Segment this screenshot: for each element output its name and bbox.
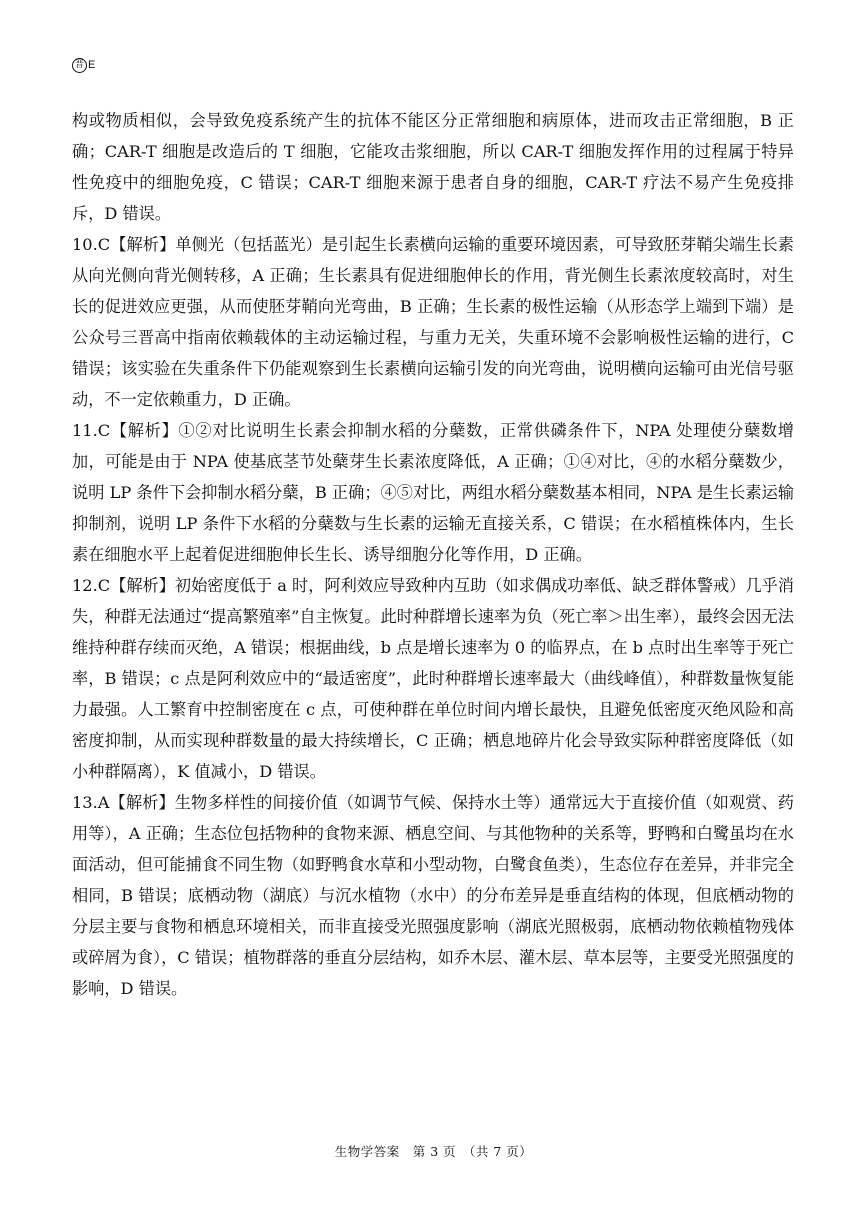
logo-letter: E: [88, 59, 96, 71]
publisher-logo: [72, 58, 95, 73]
answer-paragraph-q10: 10.C【解析】单侧光（包括蓝光）是引起生长素横向运输的重要环境因素，可导致胚芽鞘尖端生长素从向光侧向背光侧转移，A 正确；生长素具有促进细胞伸长的作用，背光侧生长素浓度较高时，对生长的促进效应更强，从而使胚芽鞘向光弯曲，B 正确；生长素的极性运输（从形态学上端到下端）是公众号三晋高中指南依赖载体的主动运输过程，与重力无关，失重环境不会影响极性运输的进行，C 错误；该实验在失重条件下仍能观察到生长素横向运输引发的向光弯曲，说明横向运输可由光信号驱动，不一定依赖重力，D 正确。: [72, 235, 794, 409]
answer-paragraph-q12: 12.C【解析】初始密度低于 a 时，阿利效应导致种内互助（如求偶成功率低、缺乏群体警戒）几乎消失，种群无法通过“提高繁殖率”自主恢复。此时种群增长速率为负（死亡率＞出生率），最终会因无法维持种群存续而灭绝，A 错误；根据曲线，b 点是增长速率为 0 的临界点，在 b 点时出生率等于死亡率，B 错误；c 点是阿利效应中的“最适密度”，此时种群增长速率最大（曲线峰值），种群数量恢复能力最强。人工繁育中控制密度在 c 点，可使种群在单位时间内增长最快，且避免低密度灭绝风险和高密度抑制，从而实现种群数量的最大持续增长，C 正确；栖息地碎片化会导致实际种群密度降低（如小种群隔离），K 值减小，D 错误。: [72, 576, 794, 781]
answer-paragraph-q11: 11.C【解析】①②对比说明生长素会抑制水稻的分蘖数，正常供磷条件下，NPA 处理使分蘖数增加，可能是由于 NPA 使基底茎节处蘖芽生长素浓度降低，A 正确；①④对比，④的水稻分蘖数少，说明 LP 条件下会抑制水稻分蘖，B 正确；④⑤对比，两组水稻分蘖数基本相同，NPA 是生长素运输抑制剂，说明 LP 条件下水稻的分蘖数与生长素的运输无直接关系，C 错误；在水稻植株体内，生长素在细胞水平上起着促进细胞伸长生长、诱导细胞分化等作用，D 正确。: [72, 421, 794, 564]
answer-body: [72, 105, 794, 1004]
answer-paragraph-q13: 13.A【解析】生物多样性的间接价值（如调节气候、保持水土等）通常远大于直接价值（如观赏、药用等），A 正确；生态位包括物种的食物来源、栖息空间、与其他物种的关系等，野鸭和白鹭虽均在水面活动，但可能捕食不同生物（如野鸭食水草和小型动物，白鹭食鱼类），生态位存在差异，并非完全相同，B 错误；底栖动物（湖底）与沉水植物（水中）的分布差异是垂直结构的体现，但底栖动物的分层主要与食物和栖息环境相关，而非直接受光照强度影响（湖底光照极弱，底栖动物依赖植物残体或碎屑为食），C 错误；植物群落的垂直分层结构，如乔木层、灌木层、草本层等，主要受光照强度的影响，D 错误。: [72, 793, 794, 998]
answer-paragraph-continuation: 构或物质相似，会导致免疫系统产生的抗体不能区分正常细胞和病原体，进而攻击正常细胞，B 正确；CAR-T 细胞是改造后的 T 细胞，它能攻击浆细胞，所以 CAR-T 细胞发挥作用的过程属于特异性免疫中的细胞免疫，C 错误；CAR-T 细胞来源于患者自身的细胞，CAR-T 疗法不易产生免疫排斥，D 错误。: [72, 111, 794, 223]
page-footer: 生物学答案 第 3 页 （共 7 页）: [334, 1144, 533, 1159]
logo-seal-icon: 晋: [72, 58, 87, 73]
